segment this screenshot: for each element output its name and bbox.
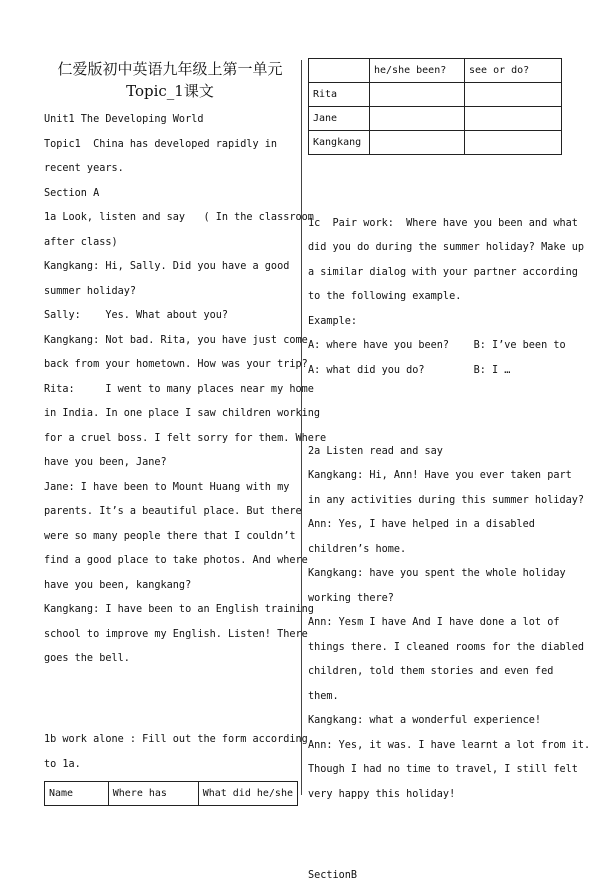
header-cell-where: Where has: [108, 782, 198, 806]
text-line: a similar dialog with your partner according: [308, 261, 562, 286]
text-line: in India. In one place I saw children working: [44, 402, 296, 427]
empty-cell: [465, 131, 562, 155]
header-cell-see: see or do?: [465, 59, 562, 83]
table-row: [309, 131, 562, 155]
text-line: Sally: Yes. What about you?: [44, 304, 296, 329]
text-line: Ann: Yes, I have helped in a disabled: [308, 513, 562, 538]
text-line: SectionB: [308, 864, 562, 888]
row-name-rita: Rita: [309, 83, 370, 107]
row-name-kangkang: Kangkang: [309, 131, 370, 155]
text-line: Topic1 China has developed rapidly in: [44, 133, 296, 158]
text-line: Kangkang: I have been to an English training: [44, 598, 296, 623]
text-line: were so many people there that I couldn’t: [44, 525, 296, 550]
text-line: have you been, Jane?: [44, 451, 296, 476]
text-line: for a cruel boss. I felt sorry for them. Where: [44, 427, 296, 452]
text-line: goes the bell.: [44, 647, 296, 672]
text-line: recent years.: [44, 157, 296, 182]
text-line: children, told them stories and even fed: [308, 660, 562, 685]
text-line: Example:: [308, 310, 562, 335]
text-line: very happy this holiday!: [308, 783, 562, 808]
text-line: Kangkang: have you spent the whole holiday: [308, 562, 562, 587]
text-line: Though I had no time to travel, I still felt: [308, 758, 562, 783]
text-line: Kangkang: what a wonderful experience!: [308, 709, 562, 734]
text-line: Rita: I went to many places near my home: [44, 378, 296, 403]
title-line-2: Topic_1课文: [44, 80, 296, 102]
right-column: [308, 58, 562, 888]
empty-cell: [370, 83, 465, 107]
empty-cell: [370, 107, 465, 131]
blank-line: [308, 823, 562, 848]
text-line: find a good place to take photos. And where: [44, 549, 296, 574]
text-line: after class): [44, 231, 296, 256]
text-line: summer holiday?: [44, 280, 296, 305]
document-title: [44, 58, 296, 102]
text-line: to the following example.: [308, 285, 562, 310]
header-cell-what: What did he/she: [198, 782, 297, 806]
text-line: 1b work alone : Fill out the form according: [44, 728, 296, 753]
empty-cell: [465, 107, 562, 131]
right-text-block: [308, 171, 562, 888]
text-line: working there?: [308, 587, 562, 612]
column-divider: [301, 60, 302, 795]
text-line: Kangkang: Hi, Sally. Did you have a good: [44, 255, 296, 280]
text-line: did you do during the summer holiday? Make up: [308, 236, 562, 261]
header-cell-been: he/she been?: [370, 59, 465, 83]
text-line: things there. I cleaned rooms for the diabled: [308, 636, 562, 661]
header-cell-name: Name: [45, 782, 109, 806]
text-line: in any activities during this summer holiday?: [308, 489, 562, 514]
row-name-jane: Jane: [309, 107, 370, 131]
text-line: Kangkang: Hi, Ann! Have you ever taken part: [308, 464, 562, 489]
text-line: have you been, kangkang?: [44, 574, 296, 599]
form-table-1b: [44, 781, 298, 806]
blank-line: [308, 171, 562, 196]
table-row: [309, 107, 562, 131]
form-table-continued: [308, 58, 562, 155]
empty-cell: [370, 131, 465, 155]
text-line: back from your hometown. How was your trip?: [44, 353, 296, 378]
text-line: children’s home.: [308, 538, 562, 563]
table-row: [309, 83, 562, 107]
title-line-1: 仁爱版初中英语九年级上第一单元: [44, 58, 296, 80]
text-line: A: what did you do? B: I …: [308, 359, 562, 384]
form-table-header-row: [45, 782, 298, 806]
left-text-block: [44, 108, 296, 777]
blank-line: [308, 399, 562, 424]
text-line: 1a Look, listen and say ( In the classroom: [44, 206, 296, 231]
text-line: Jane: I have been to Mount Huang with my: [44, 476, 296, 501]
text-line: Kangkang: Not bad. Rita, you have just come: [44, 329, 296, 354]
form-table-header-row-2: [309, 59, 562, 83]
text-line: to 1a.: [44, 753, 296, 778]
blank-line: [44, 688, 296, 713]
text-line: 2a Listen read and say: [308, 440, 562, 465]
empty-cell: [465, 83, 562, 107]
text-line: Ann: Yesm I have And I have done a lot of: [308, 611, 562, 636]
text-line: A: where have you been? B: I’ve been to: [308, 334, 562, 359]
text-line: 1c Pair work: Where have you been and what: [308, 212, 562, 237]
text-line: school to improve my English. Listen! There: [44, 623, 296, 648]
left-column: [44, 58, 296, 806]
text-line: Ann: Yes, it was. I have learnt a lot from it.: [308, 734, 562, 759]
text-line: parents. It’s a beautiful place. But there: [44, 500, 296, 525]
text-line: Section A: [44, 182, 296, 207]
header-cell-blank: [309, 59, 370, 83]
text-line: Unit1 The Developing World: [44, 108, 296, 133]
text-line: them.: [308, 685, 562, 710]
